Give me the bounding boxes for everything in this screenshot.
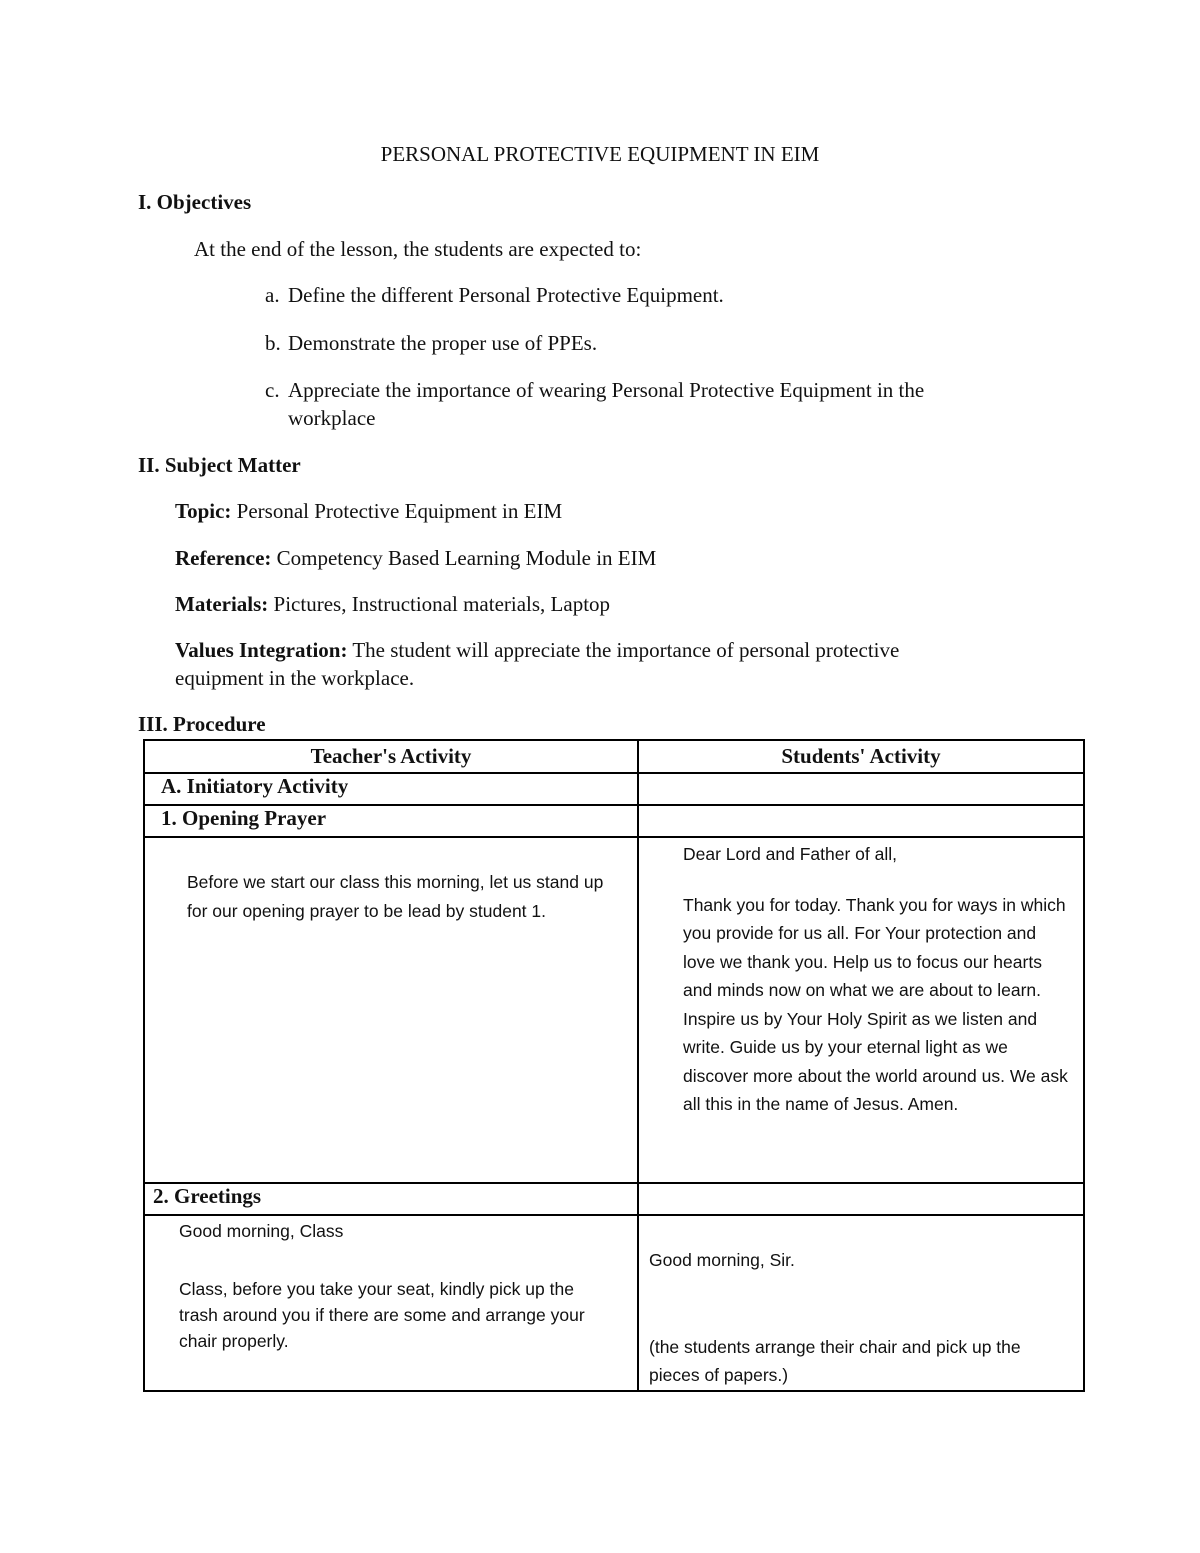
subject-matter-heading: II. Subject Matter xyxy=(138,453,301,477)
prayer-student-cell xyxy=(638,837,1084,1183)
empty-cell xyxy=(638,773,1084,805)
materials-value: Pictures, Instructional materials, Laptop xyxy=(273,592,611,616)
table-row xyxy=(144,805,1084,837)
values-label: Values Integration: xyxy=(175,638,348,662)
greet-student-line2: (the students arrange their chair and pick up the pieces of papers.) xyxy=(649,1336,1021,1385)
objective-c-marker: c. xyxy=(265,378,280,402)
objective-a-marker: a. xyxy=(265,283,280,307)
greet-teacher-line1: Good morning, Class xyxy=(179,1221,344,1241)
reference-label: Reference: xyxy=(175,546,272,570)
prayer-salutation: Dear Lord and Father of all, xyxy=(683,844,898,864)
initiatory-activity-label: A. Initiatory Activity xyxy=(144,773,638,805)
empty-cell xyxy=(638,1183,1084,1215)
topic-label: Topic: xyxy=(175,499,232,523)
prayer-body: Thank you for today. Thank you for ways in which you provide for us all. For Your protection and love we thank you. Help us to focus our hearts and minds now on what we are about to learn. Inspire us by Your Holy Spirit as we listen and write. Guide us by your eternal light as we discover more about the world around us. We ask all this in the name of Jesus. Amen. xyxy=(683,894,1068,1114)
objectives-heading: I. Objectives xyxy=(138,190,252,214)
objective-c-text-line1: Appreciate the importance of wearing Personal Protective Equipment in the xyxy=(288,378,925,402)
teacher-activity-header: Teacher's Activity xyxy=(144,740,638,773)
opening-prayer-label: 1. Opening Prayer xyxy=(144,805,638,837)
materials-label: Materials: xyxy=(175,592,269,616)
greet-student-line1: Good morning, Sir. xyxy=(649,1250,795,1270)
values-value-line2: equipment in the workplace. xyxy=(175,666,415,690)
greetings-label: 2. Greetings xyxy=(144,1183,638,1215)
empty-cell xyxy=(638,805,1084,837)
objective-b-marker: b. xyxy=(265,331,281,355)
procedure-heading: III. Procedure xyxy=(138,712,266,736)
objective-a-text: Define the different Personal Protective Equipment. xyxy=(288,283,724,307)
table-row xyxy=(144,773,1084,805)
procedure-table xyxy=(143,739,1085,1392)
objective-b-text: Demonstrate the proper use of PPEs. xyxy=(288,331,598,355)
prayer-teacher-text: Before we start our class this morning, let us stand up for our opening prayer to be lead by student 1. xyxy=(187,872,604,921)
students-activity-header: Students' Activity xyxy=(638,740,1084,773)
materials-line xyxy=(175,592,610,617)
greet-student-cell xyxy=(638,1215,1084,1391)
greet-teacher-line2: Class, before you take your seat, kindly pick up the trash around you if there are some and arrange your chair properly. xyxy=(179,1279,585,1351)
values-line xyxy=(175,638,899,663)
table-row xyxy=(144,837,1084,1183)
values-value-line1: The student will appreciate the importance of personal protective xyxy=(352,638,900,662)
topic-value: Personal Protective Equipment in EIM xyxy=(236,499,563,523)
table-row xyxy=(144,1183,1084,1215)
objective-c-text-line2: workplace xyxy=(288,406,376,430)
table-header-row xyxy=(144,740,1084,773)
prayer-teacher-cell xyxy=(144,837,638,1183)
objectives-intro: At the end of the lesson, the students are expected to: xyxy=(194,237,642,261)
topic-line xyxy=(175,499,562,524)
reference-value: Competency Based Learning Module in EIM xyxy=(276,546,657,570)
reference-line xyxy=(175,546,656,571)
document-title: PERSONAL PROTECTIVE EQUIPMENT IN EIM xyxy=(380,142,820,166)
greet-teacher-cell xyxy=(144,1215,638,1391)
table-row xyxy=(144,1215,1084,1391)
